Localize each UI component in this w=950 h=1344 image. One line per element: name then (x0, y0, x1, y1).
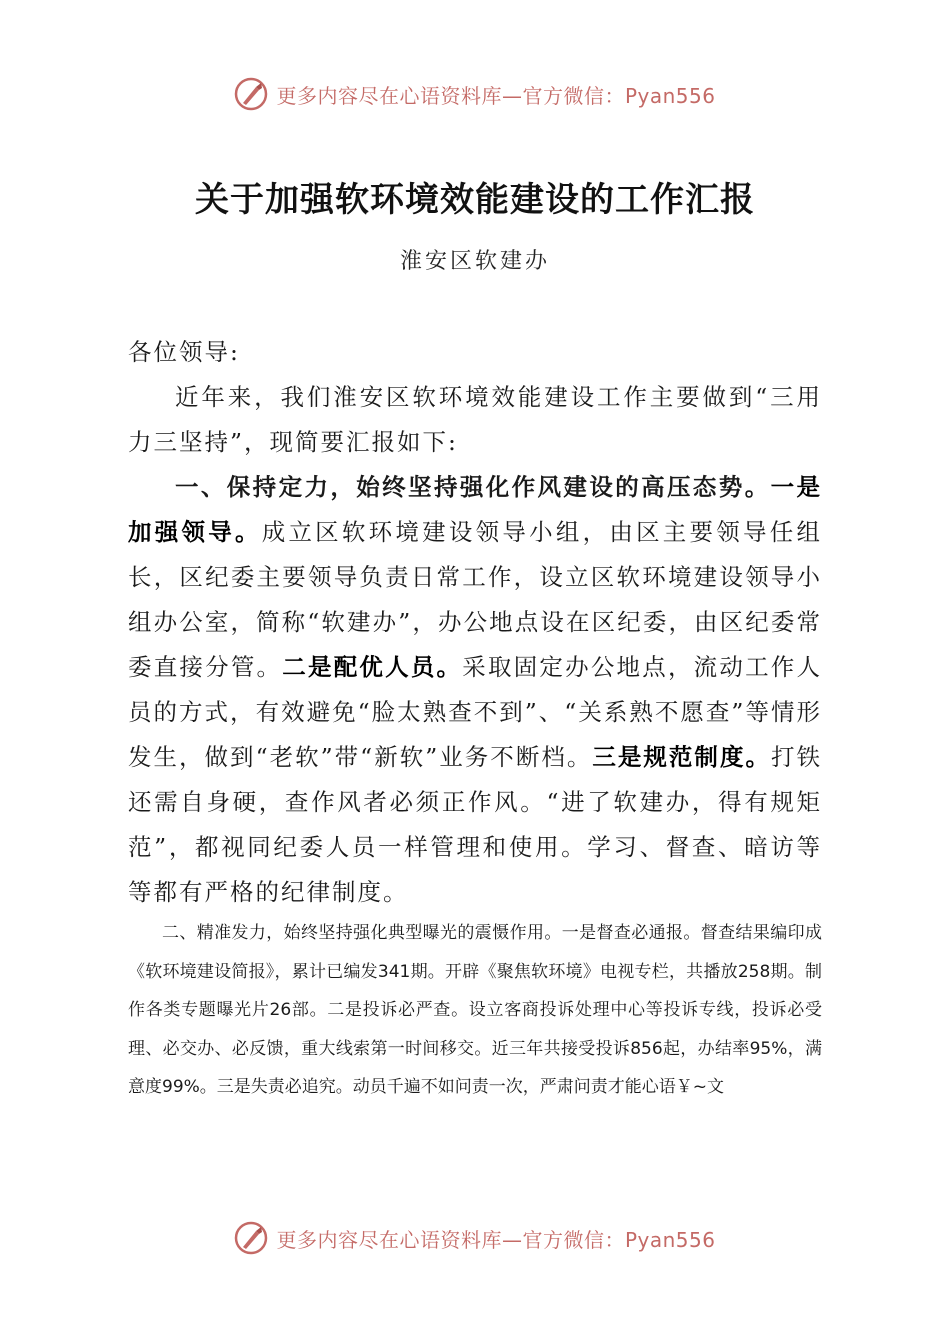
point-3-label: 三是规范制度。 (592, 743, 771, 771)
point-2-text: 采取固定办公地点，流动工作人员的方式，有效避免“脸太熟查不到”、“关系熟不愿查”等情形发生，做到“老软”带“新软”业务不断档。 (128, 653, 823, 771)
document-body (128, 330, 822, 915)
point-2-label: 二是配优人员。 (282, 653, 463, 681)
intro-paragraph: 近年来，我们淮安区软环境效能建设工作主要做到“三用力三坚持”，现简要汇报如下: (128, 383, 822, 456)
quill-logo-icon (234, 1221, 268, 1255)
watermark-text: 更多内容尽在心语资料库—官方微信：Pyan556 (276, 83, 716, 108)
document-author: 淮安区软建办 (399, 249, 550, 274)
point-3-text: 打铁还需自身硬，查作风者必须正作风。“进了软建办，得有规矩范”，都视同纪委人员一样管理和使用。学习、督查、暗访等等都有严格的纪律制度。 (128, 743, 822, 906)
section-2-block (128, 914, 822, 1107)
document-title: 关于加强软环境效能建设的工作汇报 (195, 180, 755, 220)
point-1-text: 成立区软环境建设领导小组，由区主要领导任组长，区纪委主要领导负责日常工作，设立区软环境建设领导小组办公室，简称“软建办”，办公地点设在区纪委，由区纪委常委直接分管。 (128, 518, 823, 681)
watermark-text: 更多内容尽在心语资料库—官方微信：Pyan556 (276, 1227, 716, 1252)
section-1-paragraph (128, 465, 822, 915)
quill-logo-icon (234, 77, 268, 111)
section-2-paragraph: 二、精准发力，始终坚持强化典型曝光的震慑作用。一是督查必通报。督查结果编印成《软环境建设简报》，累计已编发341期。开辟《聚焦软环境》电视专栏，共播放258期。制作各类专题曝光片26部。二是投诉必严查。设立客商投诉处理中心等投诉专线，投诉必受理、必交办、必反馈，重大线索第一时间移交。近三年共接受投诉856起，办结率95%，满意度99%。三是失责必追究。动员千遍不如问责一次，严肃问责才能心语￥~文 (128, 923, 822, 1097)
header-watermark-banner (0, 74, 950, 114)
footer-watermark-banner (0, 1218, 950, 1258)
section-1-heading: 一、保持定力，始终坚持强化作风建设的高压态势。 (175, 473, 771, 501)
salutation: 各位领导: (128, 338, 240, 366)
point-1-label: 一是加强领导。 (128, 473, 823, 546)
